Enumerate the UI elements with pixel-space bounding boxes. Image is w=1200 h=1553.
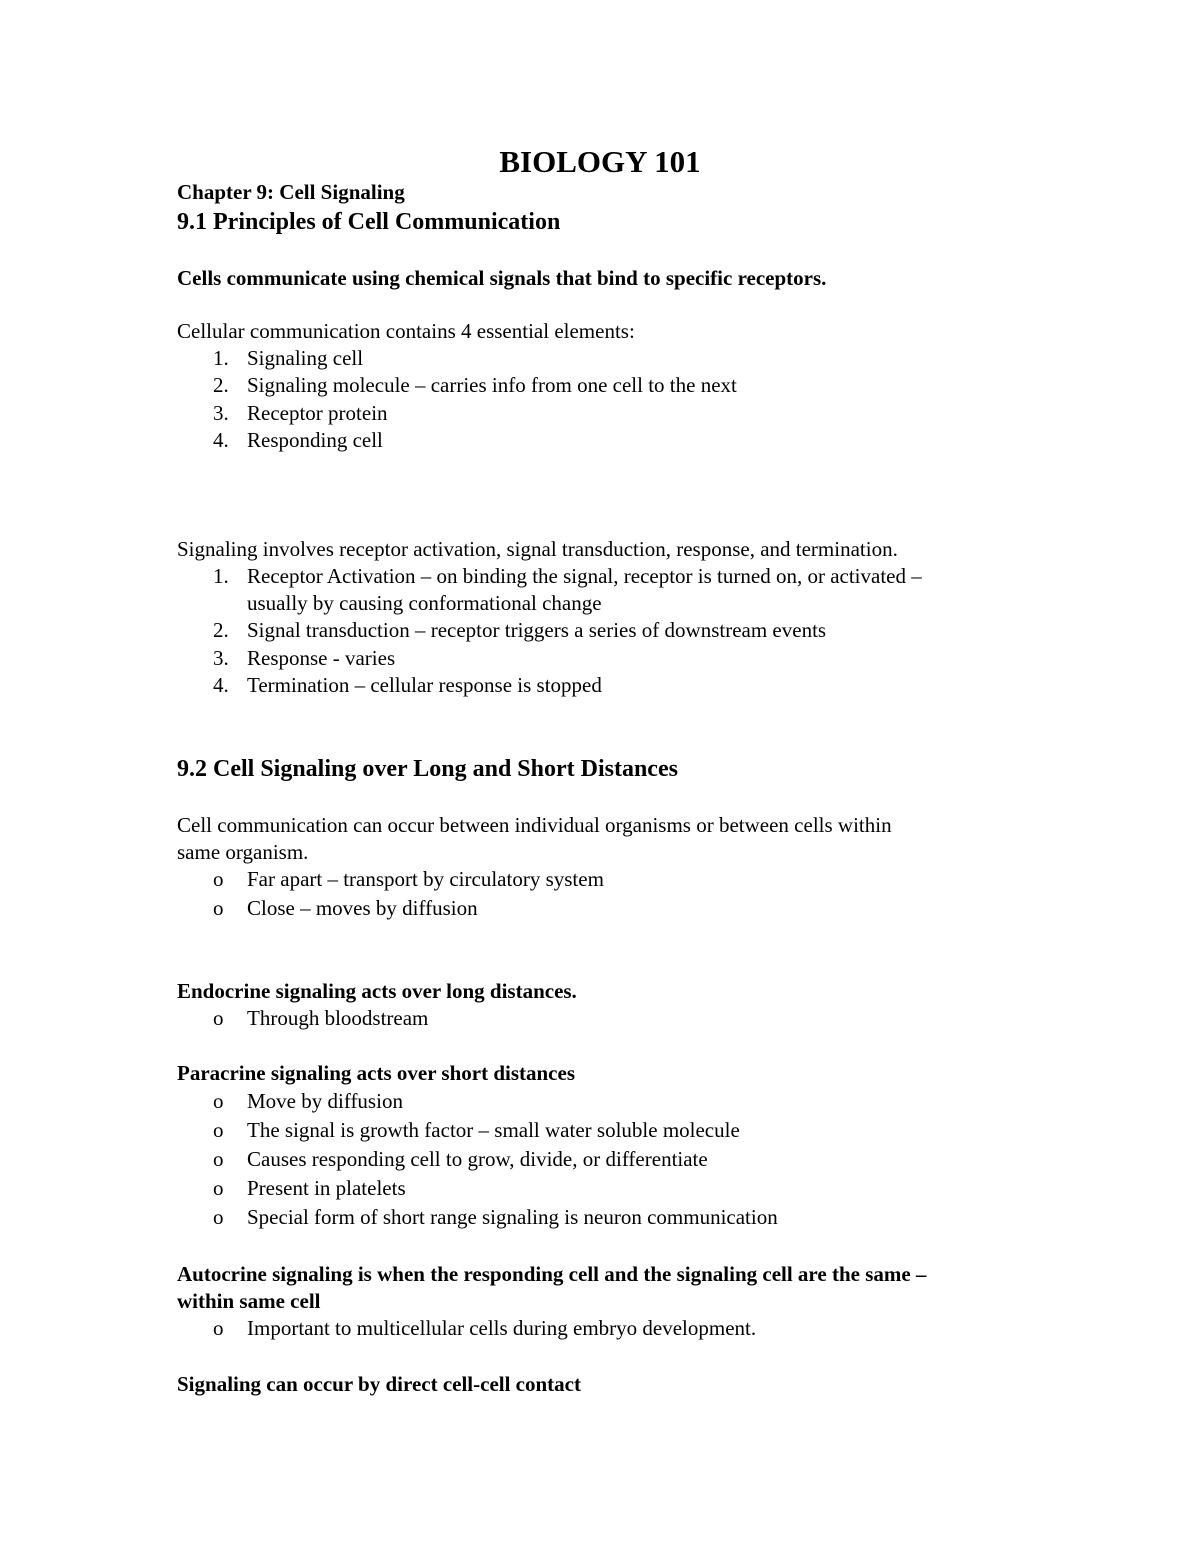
cell-contact-heading: Signaling can occur by direct cell-cell contact — [177, 1372, 581, 1396]
list-text-continuation: usually by causing conformational change — [247, 591, 602, 615]
endocrine-heading: Endocrine signaling acts over long distances. — [177, 979, 577, 1003]
list-text: Present in platelets — [247, 1176, 406, 1200]
list-text: Important to multicellular cells during embryo development. — [247, 1316, 757, 1340]
bullet-marker: o — [213, 867, 224, 891]
list-number: 1. — [213, 346, 229, 370]
bullet-marker: o — [213, 1316, 224, 1340]
list-text: Response - varies — [247, 646, 396, 670]
section-heading-9-1: 9.1 Principles of Cell Communication — [177, 209, 561, 235]
list-text: Receptor Activation – on binding the signal, receptor is turned on, or activated – — [247, 564, 922, 588]
list-number: 3. — [213, 646, 229, 670]
list-number: 3. — [213, 401, 229, 425]
list-number: 1. — [213, 564, 229, 588]
section-heading-9-2: 9.2 Cell Signaling over Long and Short Distances — [177, 756, 678, 782]
signaling-steps-intro: Signaling involves receptor activation, signal transduction, response, and termination. — [177, 537, 898, 561]
list-text: The signal is growth factor – small water soluble molecule — [247, 1118, 740, 1142]
bullet-marker: o — [213, 1118, 224, 1142]
document-title: BIOLOGY 101 — [499, 144, 701, 179]
list-text: Far apart – transport by circulatory system — [247, 867, 604, 891]
list-text: Special form of short range signaling is neuron communication — [247, 1205, 778, 1229]
list-number: 2. — [213, 373, 229, 397]
bullet-marker: o — [213, 1205, 224, 1229]
list-text: Termination – cellular response is stopped — [247, 673, 602, 697]
elements-intro: Cellular communication contains 4 essential elements: — [177, 319, 635, 343]
distance-intro-line1: Cell communication can occur between individual organisms or between cells within — [177, 813, 892, 837]
bullet-marker: o — [213, 1176, 224, 1200]
list-number: 4. — [213, 428, 229, 452]
list-text: Move by diffusion — [247, 1089, 403, 1113]
list-text: Signal transduction – receptor triggers a series of downstream events — [247, 618, 827, 642]
autocrine-heading-line1: Autocrine signaling is when the responding cell and the signaling cell are the same – — [177, 1262, 927, 1286]
list-text: Close – moves by diffusion — [247, 896, 478, 920]
key-point-chemical-signals: Cells communicate using chemical signals that bind to specific receptors. — [177, 266, 827, 290]
list-text: Responding cell — [247, 428, 383, 452]
list-number: 4. — [213, 673, 229, 697]
bullet-marker: o — [213, 1147, 224, 1171]
autocrine-heading-line2: within same cell — [177, 1289, 321, 1313]
distance-intro-line2: same organism. — [177, 840, 309, 864]
list-text: Signaling molecule – carries info from one cell to the next — [247, 373, 737, 397]
list-number: 2. — [213, 618, 229, 642]
list-text: Through bloodstream — [247, 1006, 429, 1030]
chapter-title: Chapter 9: Cell Signaling — [177, 180, 405, 204]
bullet-marker: o — [213, 1006, 224, 1030]
bullet-marker: o — [213, 1089, 224, 1113]
list-text: Causes responding cell to grow, divide, or differentiate — [247, 1147, 708, 1171]
bullet-marker: o — [213, 896, 224, 920]
paracrine-heading: Paracrine signaling acts over short distances — [177, 1061, 575, 1085]
list-text: Signaling cell — [247, 346, 364, 370]
list-text: Receptor protein — [247, 401, 388, 425]
